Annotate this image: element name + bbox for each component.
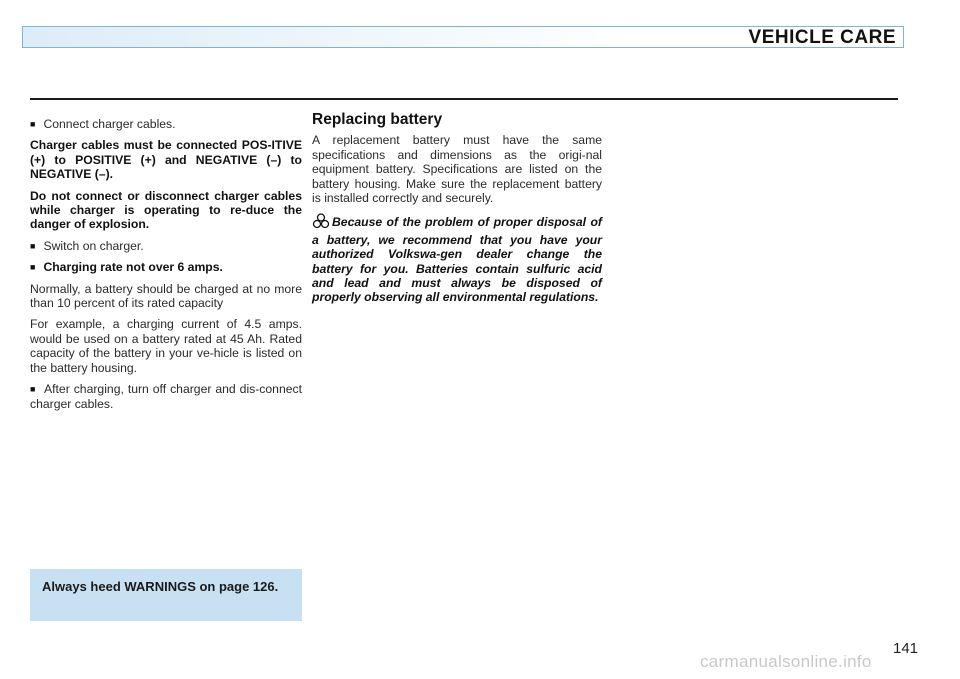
step-after-charging: ■ After charging, turn off charger and dis-connect charger cables. <box>30 382 302 411</box>
note-polarity: Charger cables must be connected POS-ITIVE (+) to POSITIVE (+) and NEGATIVE (–) to NEGATIVE (–). <box>30 138 302 182</box>
middle-column <box>312 113 602 312</box>
header-rule <box>30 98 898 100</box>
step-connect-cables: ■ Connect charger cables. <box>30 117 302 131</box>
disposal-warning-text: Because of the problem of proper disposal of a battery, we recommend that you have your authorized Volkswa-gen dealer change the battery for you. Batteries contain sulfuric acid and lead and must always be disposed of properly observing all environmental regulations. <box>312 215 602 305</box>
paragraph-example: For example, a charging current of 4.5 amps. would be used on a battery rated at 45 Ah. Rated capacity of the battery in your ve-hicle is listed on the battery housing. <box>30 317 302 375</box>
watermark: carmanualsonline.info <box>700 652 872 671</box>
step-charging-rate: ■ Charging rate not over 6 amps. <box>30 260 302 274</box>
step-switch-on: ■ Switch on charger. <box>30 239 302 253</box>
paragraph-normal-rate: Normally, a battery should be charged at no more than 10 percent of its rated capacity <box>30 281 302 311</box>
note-explosion: Do not connect or disconnect charger cables while charger is operating to re-duce the danger of explosion. <box>30 188 302 232</box>
replacing-battery-paragraph: A replacement battery must have the same specifications and dimensions as the origi-nal equipment battery. Specifications are listed on the battery housing. Make sure the replacement battery is installed correctly and securely. <box>312 133 602 206</box>
disposal-warning <box>312 213 602 304</box>
section-title: VEHICLE CARE <box>748 27 896 48</box>
replacing-battery-heading: Replacing battery <box>312 111 443 128</box>
page-number: 141 <box>893 640 919 657</box>
left-column <box>30 117 302 418</box>
environment-icon <box>312 213 330 232</box>
warnings-note-box: Always heed WARNINGS on page 126. <box>30 569 302 621</box>
